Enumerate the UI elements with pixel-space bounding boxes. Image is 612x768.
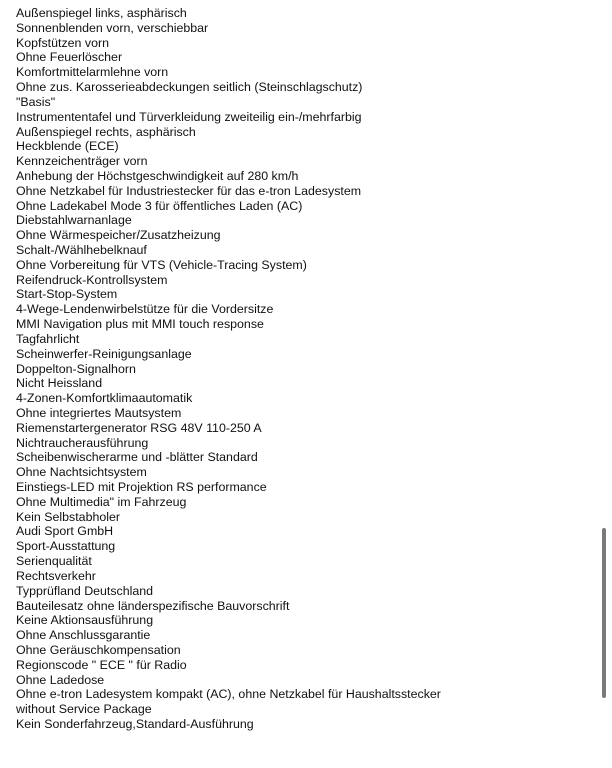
- equipment-line: Ohne Nachtsichtsystem: [16, 465, 147, 480]
- equipment-line: Instrumententafel und Türverkleidung zweiteilig ein-/mehrfarbig: [16, 109, 362, 124]
- equipment-line: Ohne Anschlussgarantie: [16, 628, 151, 643]
- equipment-line: Ohne Ladedose: [16, 672, 105, 687]
- equipment-line: Nicht Heissland: [16, 376, 103, 391]
- equipment-line: Start-Stop-System: [16, 287, 118, 302]
- equipment-line: Ohne Wärmespeicher/Zusatzheizung: [16, 228, 221, 243]
- equipment-line: Rechtsverkehr: [16, 568, 96, 583]
- equipment-line: Serienqualität: [16, 554, 92, 569]
- equipment-line: Typprüfland Deutschland: [16, 583, 154, 598]
- equipment-line: Ohne zus. Karosserieabdeckungen seitlich (Steinschlagschutz): [16, 80, 363, 95]
- equipment-line: Riemenstartergenerator RSG 48V 110-250 A: [16, 420, 262, 435]
- equipment-line: Ohne Multimedia" im Fahrzeug: [16, 494, 187, 509]
- equipment-line: Anhebung der Höchstgeschwindigkeit auf 280 km/h: [16, 168, 299, 183]
- equipment-line: 4-Wege-Lendenwirbelstütze für die Vordersitze: [16, 302, 274, 317]
- equipment-line: Außenspiegel links, asphärisch: [16, 6, 187, 20]
- equipment-line: Außenspiegel rechts, asphärisch: [16, 124, 196, 139]
- equipment-line: Komfortmittelarmlehne vorn: [16, 65, 169, 80]
- equipment-line: Audi Sport GmbH: [16, 524, 114, 539]
- equipment-line: "Basis": [16, 94, 56, 109]
- equipment-line: without Service Package: [16, 702, 152, 717]
- equipment-line: Regionscode " ECE " für Radio: [16, 657, 187, 672]
- equipment-line: Ohne Netzkabel für Industriestecker für das e-tron Ladesystem: [16, 183, 362, 198]
- equipment-line: Ohne integriertes Mautsystem: [16, 405, 182, 420]
- equipment-line: Sport-Ausstattung: [16, 539, 116, 554]
- equipment-line: Kein Sonderfahrzeug,Standard-Ausführung: [16, 717, 254, 731]
- equipment-line: Keine Aktionsausführung: [16, 613, 154, 628]
- equipment-line: MMI Navigation plus mit MMI touch response: [16, 317, 264, 332]
- equipment-line: Ohne Feuerlöscher: [16, 50, 123, 65]
- equipment-line: Tagfahrlicht: [16, 331, 80, 346]
- equipment-line: Reifendruck-Kontrollsystem: [16, 272, 168, 287]
- equipment-line: Bauteilesatz ohne länderspezifische Bauvorschrift: [16, 598, 290, 613]
- equipment-line: Heckblende (ECE): [16, 139, 119, 154]
- equipment-line: Ohne Ladekabel Mode 3 für öffentliches Laden (AC): [16, 198, 303, 213]
- equipment-line: Scheinwerfer-Reinigungsanlage: [16, 346, 192, 361]
- equipment-line: Kein Selbstabholer: [16, 509, 121, 524]
- equipment-line: Sonnenblenden vorn, verschiebbar: [16, 20, 209, 35]
- equipment-line: Nichtraucherausführung: [16, 435, 149, 450]
- equipment-line: Ohne e-tron Ladesystem kompakt (AC), ohne Netzkabel für Haushaltsstecker: [16, 687, 441, 702]
- equipment-line: Schalt-/Wählhebelknauf: [16, 243, 147, 257]
- equipment-line: 4-Zonen-Komfortklimaautomatik: [16, 391, 193, 406]
- equipment-line: Ohne Geräuschkompensation: [16, 642, 181, 657]
- equipment-line: Ohne Vorbereitung für VTS (Vehicle-Tracing System): [16, 257, 307, 272]
- equipment-list: [16, 6, 598, 732]
- equipment-line: Einstiegs-LED mit Projektion RS performance: [16, 480, 267, 494]
- equipment-line: Kennzeichenträger vorn: [16, 154, 148, 169]
- equipment-line: Doppelton-Signalhorn: [16, 361, 136, 376]
- scrollbar-thumb[interactable]: [602, 528, 606, 698]
- equipment-line: Scheibenwischerarme und -blätter Standard: [16, 450, 258, 465]
- equipment-line: Kopfstützen vorn: [16, 35, 109, 50]
- equipment-line: Diebstahlwarnanlage: [16, 213, 132, 228]
